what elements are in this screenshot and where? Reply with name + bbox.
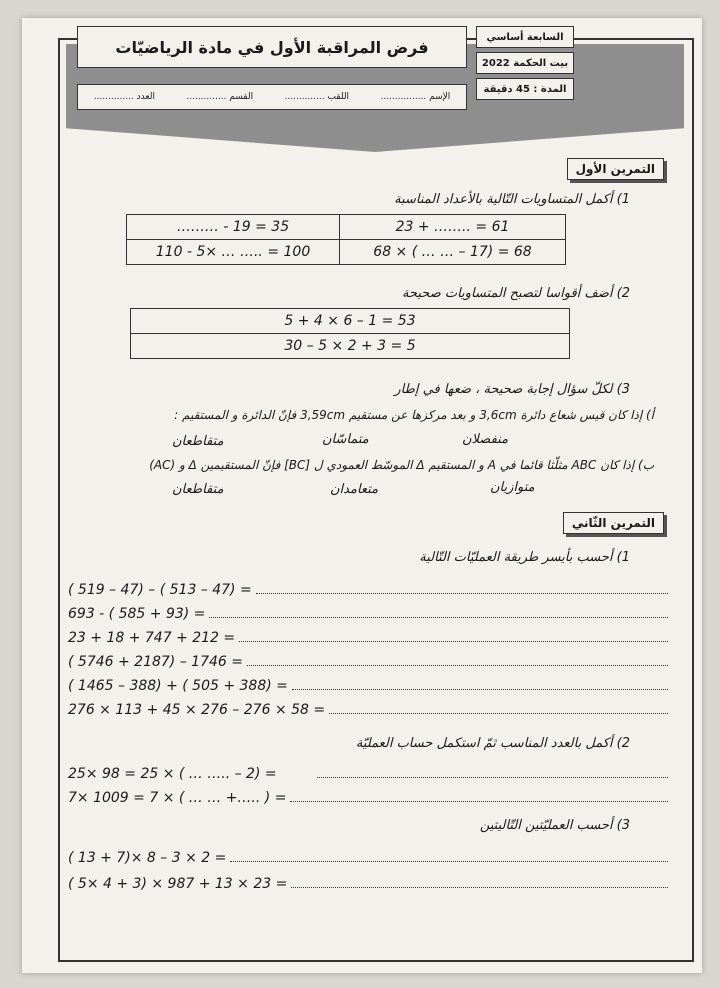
cell: 30 – 5 × 2 + 3 = 5 <box>131 334 570 359</box>
exercise2-label: التمرين الثّاني <box>563 512 664 534</box>
duration-label: المدة : 45 دقيقة <box>476 78 574 100</box>
op-line[interactable] <box>68 582 668 598</box>
option-intersecting[interactable]: متقاطعان <box>172 434 224 449</box>
student-info-bar <box>77 84 467 110</box>
op-line[interactable] <box>68 876 668 892</box>
op-text: 7× 1009 = 7 × ( … … +….. ) = <box>68 790 287 806</box>
op-line[interactable] <box>68 790 668 806</box>
op-text: ( 1465 – 388) + ( 505 + 388) = <box>68 678 288 694</box>
op-text: ( 5× 4 + 3) × 987 + 13 × 23 = <box>68 876 288 892</box>
op-text: ( 13 + 7)× 8 – 3 × 2 = <box>68 850 227 866</box>
op-text: 23 + 18 + 747 + 212 = <box>68 630 236 646</box>
op-line[interactable] <box>68 766 668 782</box>
exercise1-label: التمرين الأول <box>567 158 664 180</box>
op-text: 25× 98 = 25 × ( … ….. – 2) = <box>68 766 277 782</box>
cell: 68 × ( … … – 17) = 68 <box>340 240 566 265</box>
option-intersecting-b[interactable]: متقاطعان <box>172 482 224 497</box>
exam-title: فرض المراقبة الأول في مادة الرياضيّات <box>77 26 467 68</box>
op-text: ( 519 – 47) – ( 513 – 47) = <box>68 582 252 598</box>
school-label: بيت الحكمة 2022 <box>476 52 574 74</box>
cell: 5 + 4 × 6 – 1 = 53 <box>131 309 570 334</box>
op-line[interactable] <box>68 654 668 670</box>
ex1-q2: 2) أضف أقواسا لتصبح المتساويات صحيحة <box>402 286 630 301</box>
number-field: العدد .............. <box>93 92 155 102</box>
ex1-q3: 3) لكلّ سؤال إجابة صحيحة ، ضعها في إطار <box>394 382 630 397</box>
cell: 23 + …….. = 61 <box>340 215 566 240</box>
cell: ……… - 19 = 35 <box>127 215 340 240</box>
option-parallel[interactable]: متوازيان <box>490 480 535 495</box>
ex2-q1: 1) أحسب بأيسر طريقة العمليّات التّالية <box>419 550 630 565</box>
op-text: ( 5746 + 2187) – 1746 = <box>68 654 243 670</box>
option-perpendicular[interactable]: متعامدان <box>330 482 379 497</box>
ex2-q3: 3) أحسب العمليّتين التّاليتين <box>479 818 630 833</box>
ex1-table2 <box>130 308 570 359</box>
ex2-q2: 2) أكمل بالعدد المناسب ثمّ استكمل حساب العمليّة <box>355 736 630 751</box>
section-field: القسم .............. <box>186 92 254 102</box>
op-line[interactable] <box>68 606 668 622</box>
op-line[interactable] <box>68 678 668 694</box>
grade-label: السابعة أساسي <box>476 26 574 48</box>
exam-sheet <box>22 18 702 973</box>
ex1-table1 <box>126 214 566 265</box>
ex1-q3a: أ) إذا كان قيس شعاع دائرة 3,6cm و بعد مركزها عن مستقيم 3,59cm فإنّ الدائرة و المستقيم : <box>174 408 654 422</box>
op-line[interactable] <box>68 630 668 646</box>
ex1-q3b: ب) إذا كان ABC مثلّثا قائما في A و المستقيم Δ الموسّط العمودي ل [BC] فإنّ المستقيمين Δ و (AC) <box>149 458 654 472</box>
option-separated[interactable]: منفصلان <box>462 432 509 447</box>
op-line[interactable] <box>68 850 668 866</box>
option-tangent[interactable]: متماسّان <box>322 432 369 447</box>
surname-field: اللقب .............. <box>284 92 350 102</box>
op-line[interactable] <box>68 702 668 718</box>
name-field: الإسم ................ <box>380 92 451 102</box>
op-text: 276 × 113 + 45 × 276 – 276 × 58 = <box>68 702 326 718</box>
cell: 110 - 5× … ….. = 100 <box>127 240 340 265</box>
ex1-q1: 1) أكمل المتساويات التّالية بالأعداد المناسبة <box>394 192 630 207</box>
op-text: 693 - ( 585 + 93) = <box>68 606 206 622</box>
